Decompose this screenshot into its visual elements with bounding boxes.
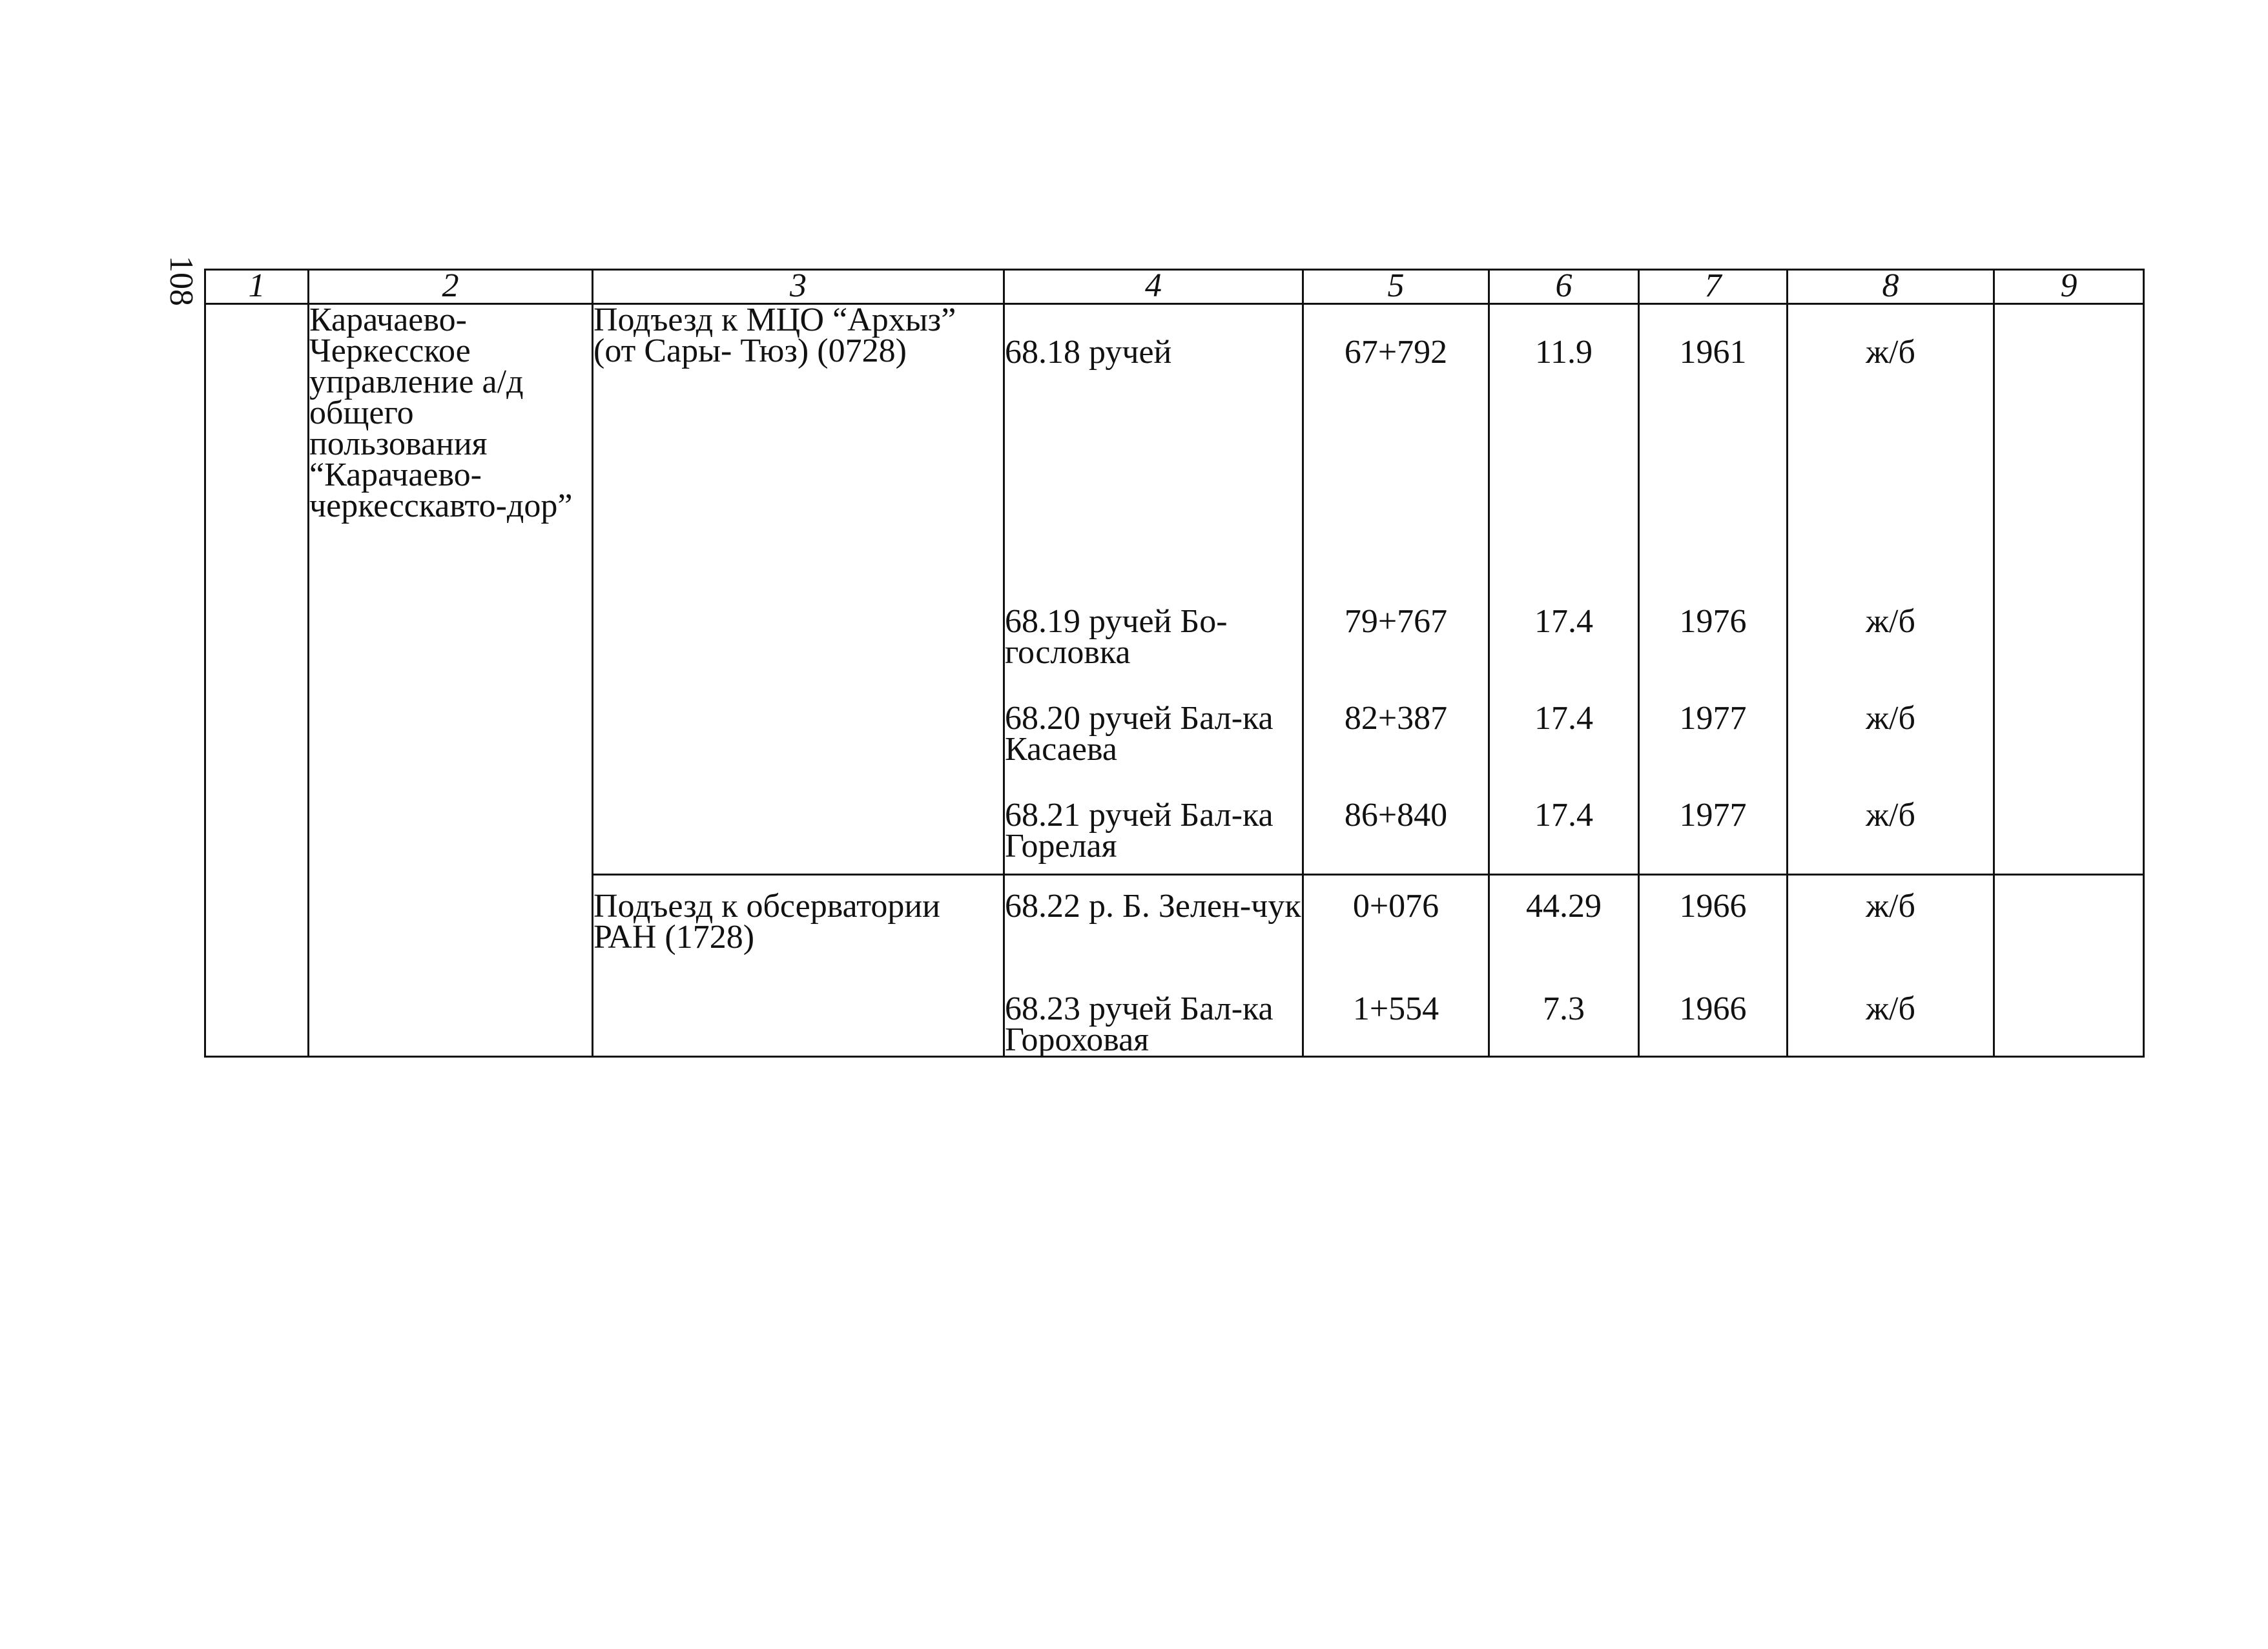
material-cell: ж/б xyxy=(1788,304,1994,591)
header-cell-1: 1 xyxy=(205,270,309,304)
organization-cell: Карачаево-Черкесское управление а/д общего пользования “Карачаево-черкесскавто-дор” xyxy=(309,304,593,1057)
year-cell: 1977 xyxy=(1639,784,1788,875)
material-cell: ж/б xyxy=(1788,688,1994,784)
note-cell xyxy=(1994,978,2144,1057)
header-cell-4: 4 xyxy=(1004,270,1303,304)
note-cell xyxy=(1994,304,2144,591)
road-cell: Подъезд к обсерватории РАН (1728) xyxy=(593,875,1004,1057)
year-cell: 1966 xyxy=(1639,978,1788,1057)
material-cell: ж/б xyxy=(1788,875,1994,978)
note-cell xyxy=(1994,688,2144,784)
note-cell xyxy=(1994,784,2144,875)
note-cell xyxy=(1994,591,2144,688)
header-cell-3: 3 xyxy=(593,270,1004,304)
year-cell: 1977 xyxy=(1639,688,1788,784)
material-cell: ж/б xyxy=(1788,784,1994,875)
km-cell: 1+554 xyxy=(1303,978,1489,1057)
structure-name: 68.22 р. Б. Зелен-чук xyxy=(1004,875,1303,978)
length-cell: 7.3 xyxy=(1489,978,1639,1057)
km-cell: 79+767 xyxy=(1303,591,1489,688)
page-number: 108 xyxy=(163,256,200,306)
header-cell-7: 7 xyxy=(1639,270,1788,304)
table-row xyxy=(205,304,2144,591)
structure-name: 68.23 ручей Бал-ка Гороховая xyxy=(1004,978,1303,1057)
road-cell: Подъезд к МЦО “Архыз” (от Сары- Тюз) (0728) xyxy=(593,304,1004,875)
header-cell-2: 2 xyxy=(309,270,593,304)
structure-name: 68.20 ручей Бал-ка Касаева xyxy=(1004,688,1303,784)
year-cell: 1966 xyxy=(1639,875,1788,978)
km-cell: 67+792 xyxy=(1303,304,1489,591)
structure-name: 68.19 ручей Бо-гословка xyxy=(1004,591,1303,688)
length-cell: 11.9 xyxy=(1489,304,1639,591)
length-cell: 17.4 xyxy=(1489,688,1639,784)
cell-col1 xyxy=(205,304,309,1057)
material-cell: ж/б xyxy=(1788,591,1994,688)
km-cell: 0+076 xyxy=(1303,875,1489,978)
length-cell: 17.4 xyxy=(1489,591,1639,688)
km-cell: 86+840 xyxy=(1303,784,1489,875)
structure-name: 68.21 ручей Бал-ка Горелая xyxy=(1004,784,1303,875)
length-cell: 17.4 xyxy=(1489,784,1639,875)
material-cell: ж/б xyxy=(1788,978,1994,1057)
header-cell-5: 5 xyxy=(1303,270,1489,304)
km-cell: 82+387 xyxy=(1303,688,1489,784)
length-cell: 44.29 xyxy=(1489,875,1639,978)
year-cell: 1976 xyxy=(1639,591,1788,688)
note-cell xyxy=(1994,875,2144,978)
year-cell: 1961 xyxy=(1639,304,1788,591)
header-cell-6: 6 xyxy=(1489,270,1639,304)
header-cell-9: 9 xyxy=(1994,270,2144,304)
header-cell-8: 8 xyxy=(1788,270,1994,304)
structure-name: 68.18 ручей xyxy=(1004,304,1303,591)
header-row xyxy=(205,270,2144,304)
bridges-table xyxy=(204,269,2145,1058)
